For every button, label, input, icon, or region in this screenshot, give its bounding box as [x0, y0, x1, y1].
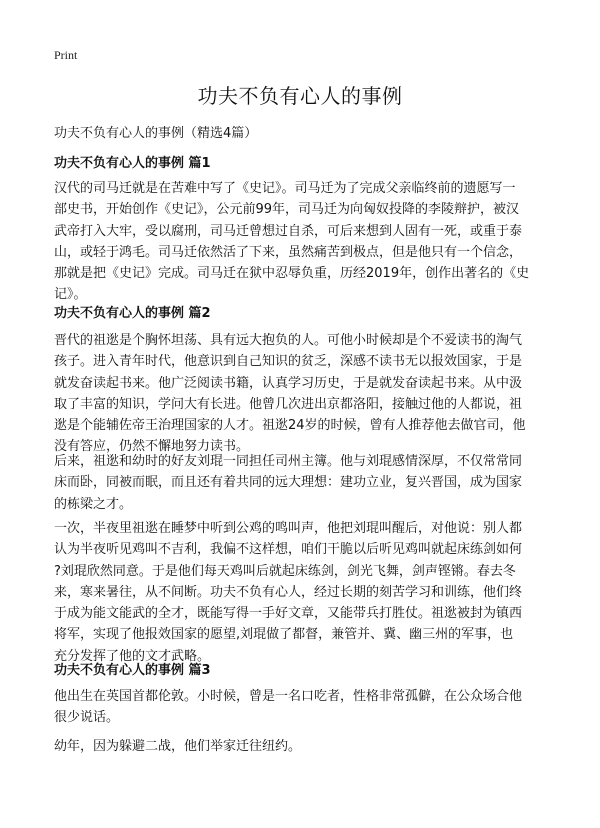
text-line: 床而卧，同被而眠，而且还有着共同的远大理想：建功立业，复兴晋国，成为国家 — [54, 475, 523, 491]
text-line: 就发奋读起书来。他广泛阅读书籍，认真学习历史，于是就发奋读起书来。从中汲 — [54, 375, 523, 391]
print-label: Print — [54, 48, 78, 62]
text-line: 记》。 — [54, 287, 87, 303]
section-1-paragraph-1 — [54, 178, 550, 306]
text-line: 的栋梁之才。 — [54, 496, 133, 512]
text-line: 山，或轻于鸿毛。司马迁依然活了下来，虽然痛苦到极点，但是他只有一个信念， — [54, 244, 523, 260]
text-line: 很少说话。 — [54, 710, 120, 726]
text-line: 来，寒来暑往，从不间断。功夫不负有心人，经过长期的刻苦学习和训练，他们终 — [54, 584, 523, 600]
section-3-paragraph-1 — [54, 686, 550, 729]
page-title: 功夫不负有心人的事例 — [197, 84, 403, 108]
text-line: 后来，祖逖和幼时的好友刘琨一同担任司州主簿。他与刘琨感情深厚，不仅常常同 — [54, 454, 523, 469]
text-line: 那就是把《史记》完成。司马迁在狱中忍辱负重，历经2019年，创作出著名的《史 — [54, 266, 530, 282]
text-line: 取了丰富的知识，学问大有长进。他曾几次进出京都洛阳，接触过他的人都说，祖 — [54, 396, 523, 412]
text-line: 晋代的祖逖是个胸怀坦荡、具有远大抱负的人。可他小时候却是个不爱读书的淘气 — [54, 333, 523, 348]
text-line: 认为半夜听见鸡叫不吉利，我偏不这样想，咱们干脆以后听见鸡叫就起床练剑如何 — [54, 542, 523, 558]
text-line: 汉代的司马迁就是在苦难中写了《史记》。司马迁为了完成父亲临终前的遗愿写一 — [54, 181, 516, 196]
section-heading-3: 功夫不负有心人的事例 篇3 — [54, 663, 211, 678]
section-heading-1: 功夫不负有心人的事例 篇1 — [54, 156, 211, 171]
text-line: 幼年，因为躲避二战，他们举家迁往纽约。 — [54, 739, 302, 754]
text-line: 孩子。进入青年时代，他意识到自己知识的贫乏，深感不读书无以报效国家，于是 — [54, 354, 523, 370]
page-subtitle: 功夫不负有心人的事例（精选4篇） — [54, 126, 258, 141]
text-line: 部史书，开始创作《史记》，公元前99年，司马迁为向匈奴投降的李陵辩护，被汉 — [54, 202, 520, 218]
section-2-paragraph-1 — [54, 330, 550, 458]
text-line: 武帝打入大牢，受以腐刑，司马迁曾想过自杀，可后来想到人固有一死，或重于泰 — [54, 223, 523, 239]
text-line: 逖是个能辅佐帝王治理国家的人才。祖逖24岁的时候，曾有人推荐他去做官司，他 — [54, 418, 526, 434]
text-line: 充分发挥了他的文才武略。 — [54, 648, 211, 664]
text-line: 将军，实现了他报效国家的愿望,刘琨做了都督，兼管并、冀、幽三州的军事，也 — [54, 627, 514, 643]
text-line: ?刘琨欣然同意。于是他们每天鸡叫后就起床练剑，剑光飞舞，剑声铿锵。春去冬 — [54, 563, 516, 579]
section-heading-2: 功夫不负有心人的事例 篇2 — [54, 306, 211, 321]
text-line: 一次，半夜里祖逖在睡梦中听到公鸡的鸣叫声，他把刘琨叫醒后，对他说：别人都 — [54, 521, 523, 536]
section-2-paragraph-3 — [54, 518, 550, 667]
text-line: 没有答应，仍然不懈地努力读书。 — [54, 439, 250, 455]
text-line: 于成为能文能武的全才，既能写得一手好文章，又能带兵打胜仗。祖逖被封为镇西 — [54, 606, 523, 622]
section-2-paragraph-2 — [54, 451, 550, 515]
text-line: 他出生在英国首都伦敦。小时候，曾是一名口吃者，性格非常孤僻，在公众场合他 — [54, 689, 523, 704]
section-3-paragraph-2 — [54, 736, 550, 757]
